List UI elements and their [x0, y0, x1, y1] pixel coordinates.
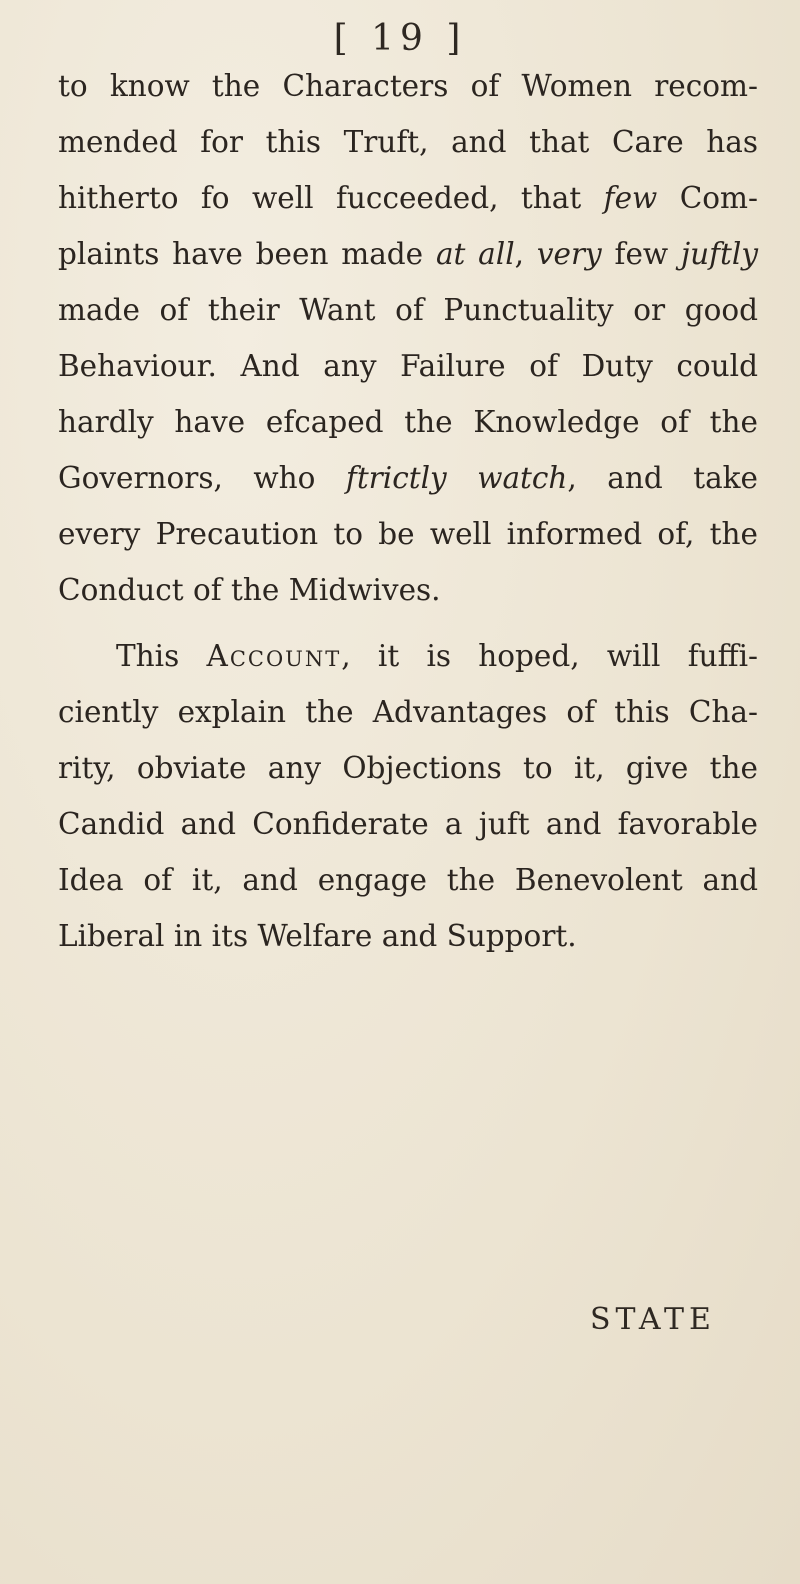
page-number-header: [ 19 ] — [333, 18, 467, 59]
text-line: every Precaution to be well informed of, the — [58, 517, 758, 551]
text-line: hardly have efcaped the Knowledge of the — [58, 405, 758, 439]
text-line: Liberal in its Welfare and Support. — [58, 919, 577, 953]
text-line: hitherto fo well fucceeded, that few Com- — [58, 181, 758, 215]
italic-word: juftly — [680, 237, 758, 271]
text-line: Candid and Confiderate a juft and favorable — [58, 807, 758, 841]
italic-word: ftrictly — [345, 461, 447, 495]
text-line: plaints have been made at all, very few juftly — [58, 237, 758, 271]
small-caps-word: Account — [206, 639, 342, 673]
text-line: to know the Characters of Women recom- — [58, 69, 758, 103]
paragraph-2 — [58, 628, 758, 964]
text-line: Idea of it, and engage the Benevolent and — [58, 863, 758, 897]
text-line: Conduct of the Midwives. — [58, 573, 441, 607]
text-line: mended for this Truft, and that Care has — [58, 125, 758, 159]
italic-word: few — [603, 181, 658, 215]
text-line: Governors, who ftrictly watch, and take — [58, 461, 758, 495]
text-line: rity, obviate any Objections to it, give the — [58, 751, 758, 785]
italic-word: watch — [477, 461, 568, 495]
text-line: ciently explain the Advantages of this Cha- — [58, 695, 758, 729]
text-line: made of their Want of Punctuality or good — [58, 293, 758, 327]
text-line: This Account, it is hoped, will fuffi- — [116, 639, 758, 673]
italic-word: at all — [435, 237, 515, 271]
paragraph-1 — [58, 58, 758, 618]
catchword: STATE — [590, 1302, 716, 1337]
text-line: Behaviour. And any Failure of Duty could — [58, 349, 758, 383]
italic-word: very — [536, 237, 602, 271]
